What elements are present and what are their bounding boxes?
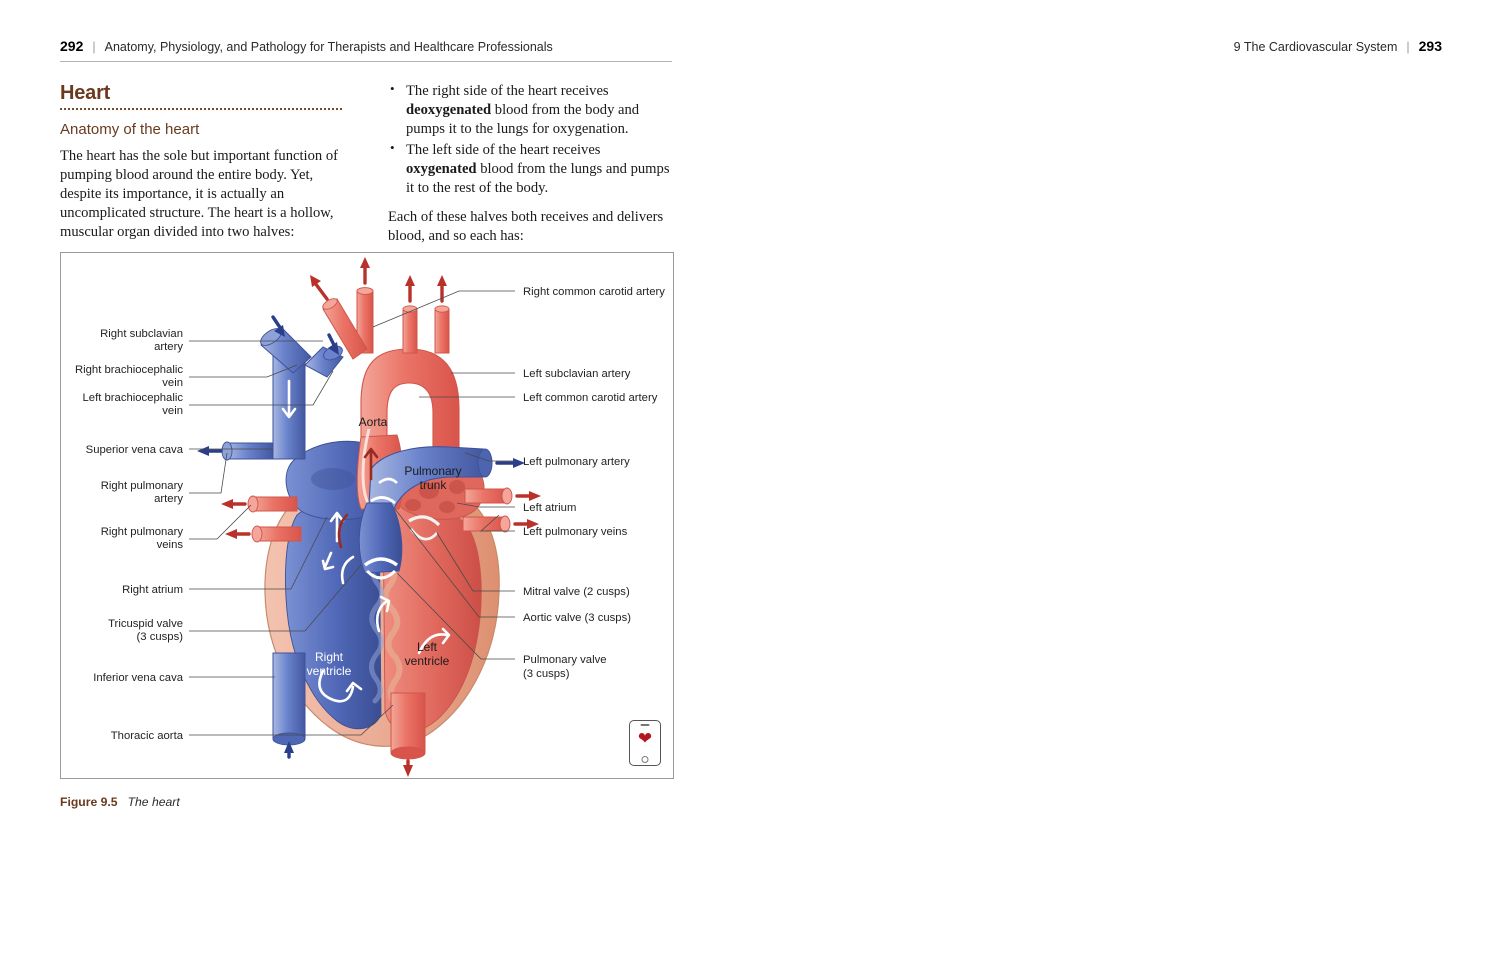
thoracic-aorta-lumen: [391, 747, 425, 759]
label-left-atrium: Left atrium: [523, 502, 577, 514]
label-left-brachiocephalic-vein: Left brachiocephalic: [82, 392, 183, 404]
folio-left: 292: [60, 38, 84, 54]
label-left-common-carotid-artery: Left common carotid artery: [523, 392, 658, 404]
rpv-lumen-2: [252, 526, 262, 542]
label-right-ventricle: Right: [314, 650, 344, 664]
bullet-bold: oxygenated: [406, 160, 477, 177]
figure-9-5: [60, 252, 674, 779]
lpv-lumen-2: [500, 516, 510, 532]
svg-text:vein: vein: [162, 377, 183, 389]
closing-paragraph: Each of these halves both receives and delivers blood, and so each has:: [388, 208, 664, 244]
rpv-lumen-1: [248, 496, 258, 512]
list-item: [388, 82, 672, 139]
label-inferior-vena-cava: Inferior vena cava: [93, 672, 183, 684]
label-aorta: Aorta: [358, 415, 388, 429]
label-pulmonary-trunk: Pulmonary: [404, 464, 462, 478]
halves-bullet-list: [388, 82, 672, 198]
phone-speaker: [641, 724, 650, 726]
heart-diagram-illustration: [61, 253, 673, 778]
figure-9-5-right-labels: [523, 286, 665, 680]
right-pulmonary-vein-vessel: [253, 497, 297, 511]
intro-paragraph: The heart has the sole but important function of pumping blood around the entire body. Yet, despite its importance, it is actually an uncomplicated structure. The heart is a hollow, muscular organ divided into two halves:: [60, 148, 339, 240]
label-left-subclavian-artery: Left subclavian artery: [523, 368, 631, 380]
label-thoracic-aorta: Thoracic aorta: [110, 730, 183, 742]
svg-text:(3 cusps): (3 cusps): [136, 631, 183, 643]
heart-glyph: ❤: [637, 729, 653, 748]
running-head-left: [60, 38, 553, 54]
title-dotted-rule: [60, 108, 342, 110]
label-right-pulmonary-veins: Right pulmonary: [100, 526, 183, 538]
left-pulmonary-vein-vessel: [465, 489, 507, 503]
svg-text:ventricle: ventricle: [404, 654, 450, 668]
label-pulmonary-valve: Pulmonary valve: [523, 654, 607, 666]
label-tricuspid-valve: Tricuspid valve: [108, 618, 183, 630]
label-right-pulmonary-artery: Right pulmonary: [100, 480, 183, 492]
svg-text:trunk: trunk: [419, 478, 447, 492]
rpa-lumen: [222, 442, 232, 460]
header-rule-left: [60, 61, 672, 62]
left-column-two: [388, 82, 672, 257]
label-right-brachiocephalic-vein: Right brachiocephalic: [74, 364, 183, 376]
figure-number: Figure 9.5: [60, 795, 118, 809]
inferior-vena-cava-vessel: [273, 653, 305, 739]
label-right-atrium: Right atrium: [122, 584, 183, 596]
label-left-pulmonary-artery: Left pulmonary artery: [523, 456, 630, 468]
right-atrium-fossa: [311, 468, 355, 490]
subsection-title: Anatomy of the heart: [60, 121, 200, 138]
figure-9-5-left-labels: [75, 328, 184, 742]
bullet-tail: blood from the lungs and pumps it to the rest of the body.: [406, 160, 670, 196]
left-column-one: [60, 82, 342, 253]
svg-text:vein: vein: [162, 405, 183, 417]
page-title: Heart: [60, 82, 111, 104]
label-right-common-carotid-artery: Right common carotid artery: [523, 286, 665, 298]
running-head-right-text: 9 The Cardiovascular System: [1233, 40, 1398, 54]
left-subclavian-artery-vessel: [435, 309, 449, 353]
lpv-lumen-1: [502, 488, 512, 504]
left-pulmonary-vein-vessel: [463, 517, 505, 531]
figure-9-5-caption: [60, 795, 180, 809]
figure-caption-text: The heart: [127, 795, 180, 809]
right-pulmonary-vein-vessel: [257, 527, 301, 541]
folio-separator: |: [92, 40, 96, 54]
svg-text:veins: veins: [156, 539, 183, 551]
label-left-pulmonary-veins: Left pulmonary veins: [523, 526, 628, 538]
svg-text:(3 cusps): (3 cusps): [523, 668, 570, 680]
svg-text:artery: artery: [154, 493, 183, 505]
label-aortic-valve: Aortic valve (3 cusps): [523, 612, 631, 624]
svg-text:ventricle: ventricle: [306, 664, 352, 678]
bullet-tail: blood from the body and pumps it to the lungs for oxygenation.: [406, 101, 640, 137]
list-item: [388, 141, 672, 198]
phone-home-button: [642, 756, 649, 763]
running-head-right: [1234, 38, 1442, 54]
right-pulmonary-artery-vessel: [227, 443, 273, 459]
label-right-subclavian-artery: Right subclavian: [100, 328, 183, 340]
bullet-lead: The left side of the heart receives: [406, 141, 601, 158]
left-common-carotid-artery-vessel: [403, 309, 417, 353]
folio-separator: |: [1406, 40, 1410, 54]
page-right: [750, 0, 1500, 973]
label-mitral-valve: Mitral valve (2 cusps): [523, 586, 630, 598]
left-subclavian-lumen: [435, 306, 449, 312]
left-pulmonary-artery-lumen: [478, 449, 492, 477]
label-superior-vena-cava: Superior vena cava: [85, 444, 183, 456]
bullet-lead: The right side of the heart receives: [406, 83, 609, 99]
folio-right: 293: [1418, 38, 1442, 54]
svg-text:artery: artery: [154, 341, 183, 353]
bullet-bold: deoxygenated: [406, 101, 492, 118]
smartphone-heart-icon: [629, 720, 661, 766]
running-head-left-text: Anatomy, Physiology, and Pathology for Therapists and Healthcare Professionals: [104, 40, 553, 54]
thoracic-aorta-vessel: [391, 693, 425, 753]
carotid-lumen: [357, 288, 373, 295]
label-left-ventricle: Left: [416, 640, 438, 654]
